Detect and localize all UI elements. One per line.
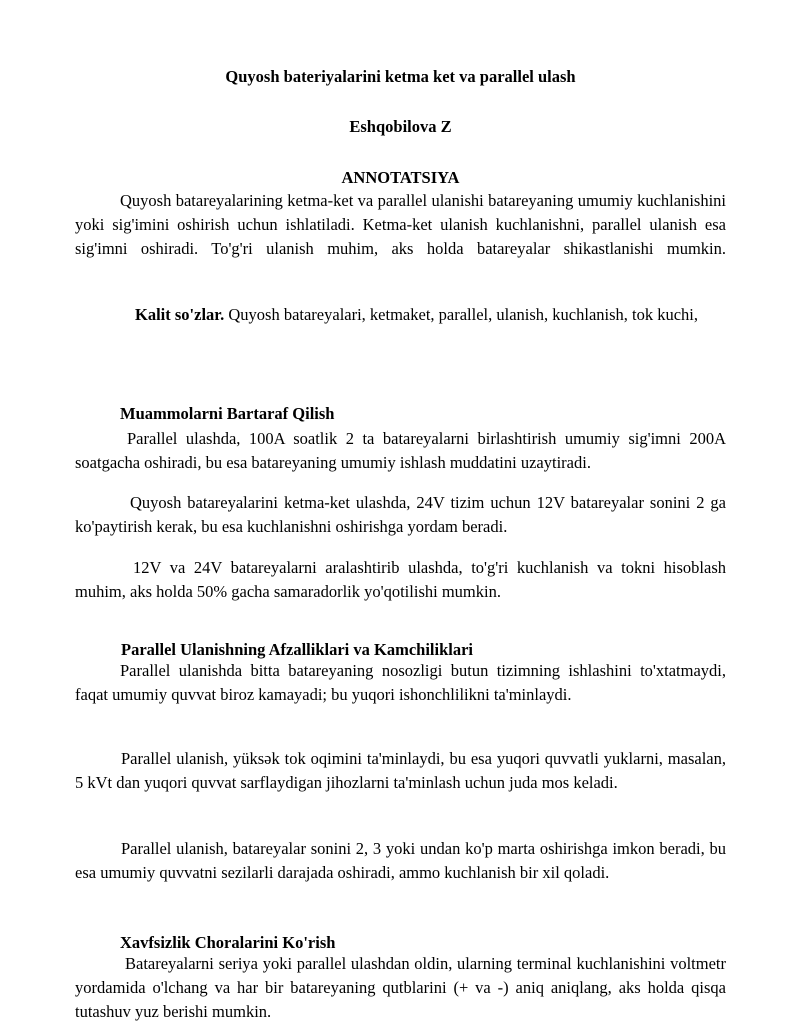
section-paragraph: 12V va 24V batareyalarni aralashtirib ulashda, to'g'ri kuchlanish va tokni hisoblash muhim, aks holda 50% gacha samaradorlik yo'qotilishi mumkin. <box>75 558 726 601</box>
section-paragraph: Parallel ulanish, yüksək tok oqimini ta'minlaydi, bu esa yuqori quvvatli yuklarni, masalan, 5 kVt dan yuqori quvvat sarflaydigan jihozlarni ta'minlash uchun juda mos keladi. <box>75 749 726 792</box>
section-heading: Xavfsizlik Choralarini Ko'rish <box>120 933 336 952</box>
keywords-paragraph <box>75 303 726 327</box>
document-title: Quyosh bateriyalarini ketma ket va parallel ulash <box>225 67 576 86</box>
section-heading: Muammolarni Bartaraf Qilish <box>120 404 335 423</box>
author-name: Eshqobilova Z <box>349 117 452 136</box>
abstract-heading: ANNOTATSIYA <box>341 168 460 187</box>
abstract-text: Quyosh batareyalarining ketma-ket va parallel ulanishi batareyaning umumiy kuchlanishini yoki sig'imini oshirish uchun ishlatiladi. Ketma-ket ulanish kuchlanishni, parallel ulanish esa sig'imni oshiradi. To'g'ri ulanish muhim, aks holda batareyalar shikastlanishi mumkin. <box>75 191 726 258</box>
section-paragraph: Quyosh batareyalarini ketma-ket ulashda, 24V tizim uchun 12V batareyalar sonini 2 ga ko'paytirish kerak, bu esa kuchlanishni oshirishga yordam beradi. <box>75 493 726 536</box>
section-paragraph: Parallel ulanishda bitta batareyaning nosozligi butun tizimning ishlashini to'xtatmaydi, faqat umumiy quvvat biroz kamayadi; bu yuqori ishonchlilikni ta'minlaydi. <box>75 661 726 704</box>
section-paragraph: Batareyalarni seriya yoki parallel ulashdan oldin, ularning terminal kuchlanishini voltmetr yordamida o'lchang va har bir batareyaning qutblarini (+ va -) aniq aniqlang, aks holda qisqa tutashuv yuz berishi mumkin. <box>75 954 726 1021</box>
section-paragraph: Parallel ulanish, batareyalar sonini 2, 3 yoki undan ko'p marta oshirishga imkon beradi, bu esa umumiy quvvatni sezilarli darajada oshiradi, ammo kuchlanish bir xil qoladi. <box>75 839 726 882</box>
section-paragraph: Parallel ulashda, 100A soatlik 2 ta batareyalarni birlashtirish umumiy sig'imni 200A soatgacha oshiradi, bu esa batareyaning umumiy ishlash muddatini uzaytiradi. <box>75 429 726 472</box>
keywords-text: Quyosh batareyalari, ketmaket, parallel, ulanish, kuchlanish, tok kuchi, <box>224 305 699 324</box>
section-heading: Parallel Ulanishning Afzalliklari va Kamchiliklari <box>121 640 474 659</box>
keywords-label: Kalit so'zlar. <box>135 305 225 324</box>
